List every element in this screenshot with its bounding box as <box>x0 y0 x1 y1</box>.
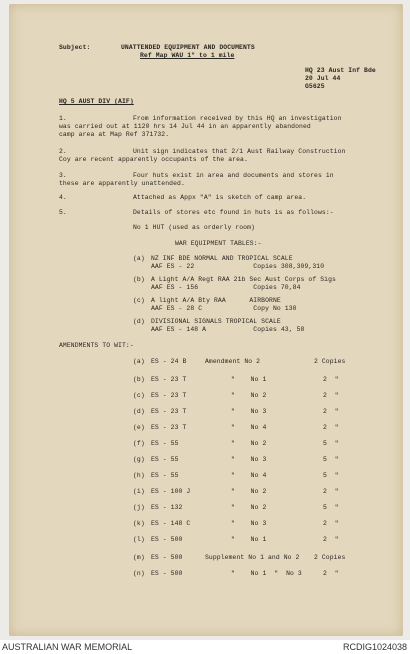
table-detail: AAF ES - 22 Copies 308,309,310 <box>151 263 325 270</box>
paragraph-number: 5. <box>59 209 67 216</box>
amendment-es: ES - 55 <box>151 440 179 447</box>
amendment-copies: 2 " <box>323 536 339 543</box>
amendment-copies: 5 " <box>323 472 339 479</box>
amendment-item: (f) <box>133 440 145 447</box>
amendment-copies: 2 " <box>323 488 339 495</box>
paragraph-number: 1. <box>59 115 67 122</box>
amendment-es: ES - 23 T <box>151 424 187 431</box>
amendment-item: (i) <box>133 488 145 495</box>
amendment-number: " No 3 <box>231 456 267 463</box>
amendment-number: " No 1 <box>231 376 267 383</box>
amendment-number: " No 2 <box>231 440 267 447</box>
reference-number: G5625 <box>305 83 325 90</box>
document-page <box>9 4 403 636</box>
amendment-es: ES - 500 <box>151 554 183 561</box>
amendment-copies: 2 Copies <box>314 554 346 561</box>
paragraph-line: From information received by this HQ an investigation <box>133 115 342 122</box>
amendment-es: ES - 100 J <box>151 488 191 495</box>
table-title: A Light A/A Regt RAA 21b Sec Aust Corps of Sigs <box>151 276 336 283</box>
table-item-label: (b) <box>133 276 145 283</box>
paragraph-number: 4. <box>59 194 67 201</box>
amendment-item: (a) <box>133 358 145 365</box>
amendment-number: " No 2 <box>231 504 267 511</box>
amendment-copies: 2 Copies <box>314 358 346 365</box>
amendment-item: (m) <box>133 554 145 561</box>
amendment-copies: 5 " <box>323 440 339 447</box>
amendment-number: " No 4 <box>231 472 267 479</box>
letter-date: 20 Jul 44 <box>305 75 341 82</box>
subject-line-1: UNATTENDED EQUIPMENT AND DOCUMENTS <box>121 44 255 51</box>
amendment-es: ES - 24 B <box>151 358 187 365</box>
table-item-label: (a) <box>133 255 145 262</box>
table-item-label: (d) <box>133 318 145 325</box>
subject-line-2: Ref Map WAU 1" to 1 mile <box>140 52 235 59</box>
amendment-number: " No 3 <box>231 408 267 415</box>
table-title: A light A/A Bty RAA AIRBORNE <box>151 297 281 304</box>
paragraph-line: Unit sign indicates that 2/1 Aust Railway Construction <box>133 148 346 155</box>
amendment-es: ES - 23 T <box>151 392 187 399</box>
paragraph-line: these are apparently unattended. <box>59 180 185 187</box>
amendment-copies: 2 " <box>323 392 339 399</box>
archive-name: AUSTRALIAN WAR MEMORIAL <box>2 642 133 652</box>
paragraph-line: was carried out at 1120 hrs 14 Jul 44 in an apparently abandoned <box>59 123 311 130</box>
amendment-copies: 2 " <box>323 520 339 527</box>
amendment-number: " No 2 <box>231 392 267 399</box>
amendment-item: (g) <box>133 456 145 463</box>
hq-designation: HQ 23 Aust Inf Bde <box>305 67 376 74</box>
amendment-number: Supplement No 1 and No 2 <box>205 554 300 561</box>
amendment-copies: 2 " <box>323 570 339 577</box>
amendments-heading: AMENDMENTS TO WIT:- <box>59 342 134 349</box>
table-title: DIVISIONAL SIGNALS TROPICAL SCALE <box>151 318 281 325</box>
amendment-item: (c) <box>133 392 145 399</box>
amendment-copies: 2 " <box>323 408 339 415</box>
amendment-item: (n) <box>133 570 145 577</box>
paragraph-line: Four huts exist in area and documents and stores in <box>133 172 334 179</box>
paragraph-line: Coy are recent apparently occupants of the area. <box>59 156 248 163</box>
amendment-es: ES - 132 <box>151 504 183 511</box>
amendment-item: (b) <box>133 376 145 383</box>
amendment-es: ES - 23 T <box>151 376 187 383</box>
subject-label: Subject: <box>59 44 91 51</box>
amendment-item: (e) <box>133 424 145 431</box>
amendment-number: Amendment No 2 <box>205 358 261 365</box>
amendment-item: (h) <box>133 472 145 479</box>
amendment-copies: 5 " <box>323 504 339 511</box>
paragraph-line: Details of stores etc found in huts is as follows:- <box>133 209 334 216</box>
amendment-copies: 5 " <box>323 456 339 463</box>
amendment-item: (d) <box>133 408 145 415</box>
amendment-es: ES - 23 T <box>151 408 187 415</box>
archive-footer <box>0 640 410 654</box>
amendment-es: ES - 148 C <box>151 520 191 527</box>
amendment-es: ES - 500 <box>151 570 183 577</box>
table-detail: AAF ES - 28 C Copy No 130 <box>151 305 297 312</box>
archive-record-id: RCDIG1024038 <box>342 642 407 652</box>
paragraph-number: 2. <box>59 148 67 155</box>
hut-heading: No 1 HUT (used as orderly room) <box>133 224 255 231</box>
amendment-number: " No 1 <box>231 536 267 543</box>
table-detail: AAF ES - 148 A Copies 43, 58 <box>151 326 305 333</box>
paragraph-line: camp area at Map Ref 371732. <box>59 131 170 138</box>
amendment-number: " No 3 <box>231 520 267 527</box>
paragraph-number: 3. <box>59 172 67 179</box>
amendment-copies: 2 " <box>323 424 339 431</box>
amendment-item: (l) <box>133 536 145 543</box>
amendment-es: ES - 55 <box>151 456 179 463</box>
table-detail: AAF ES - 156 Copies 70,84 <box>151 284 301 291</box>
amendment-es: ES - 500 <box>151 536 183 543</box>
amendment-number: " No 4 <box>231 424 267 431</box>
amendment-number: " No 2 <box>231 488 267 495</box>
amendment-item: (k) <box>133 520 145 527</box>
table-item-label: (c) <box>133 297 145 304</box>
paragraph-line: Attached as Appx "A" is sketch of camp area. <box>133 194 307 201</box>
amendment-item: (j) <box>133 504 145 511</box>
war-equipment-heading: WAR EQUIPMENT TABLES:- <box>175 240 262 247</box>
amendment-es: ES - 55 <box>151 472 179 479</box>
table-title: NZ INF BDE NORMAL AND TROPICAL SCALE <box>151 255 293 262</box>
amendment-number: " No 1 " No 3 <box>231 570 302 577</box>
amendment-copies: 2 " <box>323 376 339 383</box>
addressee: HQ 5 AUST DIV (AIF) <box>59 98 134 105</box>
